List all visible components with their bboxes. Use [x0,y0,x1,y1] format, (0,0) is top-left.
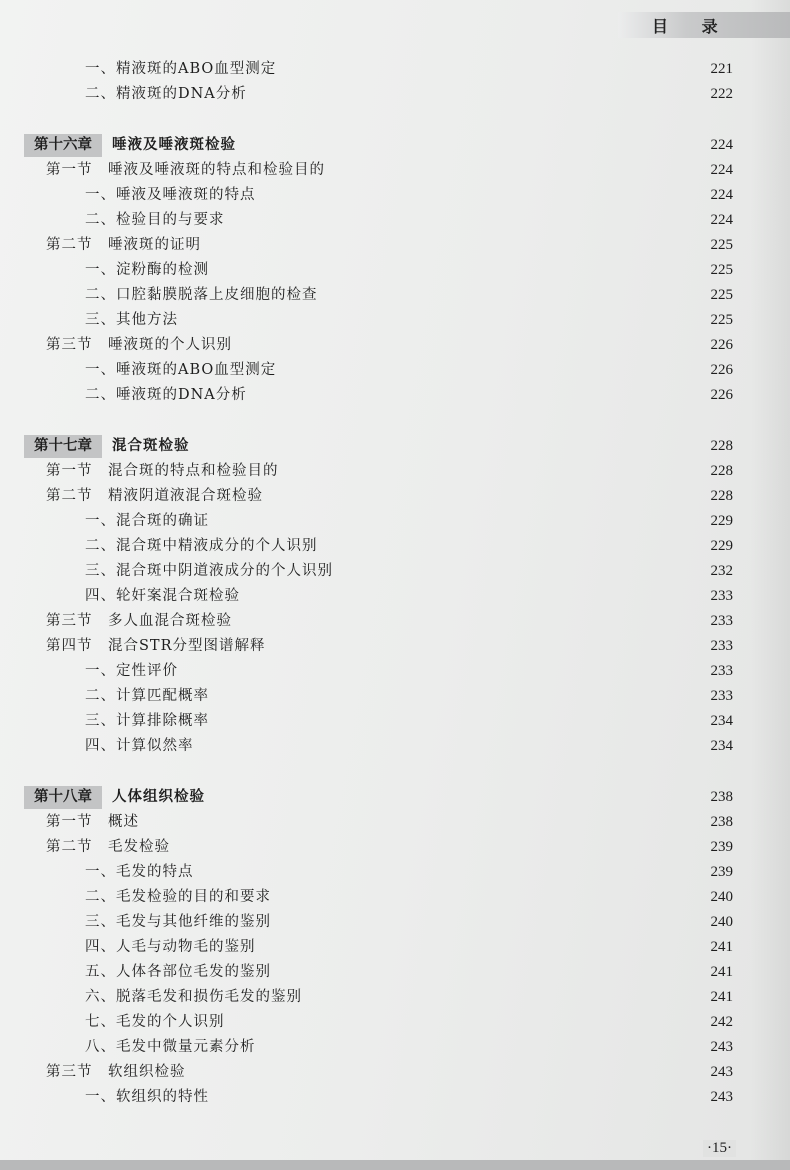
toc-chapter-row[interactable] [0,785,790,810]
toc-page-number: 225 [710,312,733,328]
leader-dots [207,233,693,258]
chapter-number-tag: 第十七章 [24,435,102,458]
toc-entry-title: 四、计算似然率 [85,738,194,754]
toc-entry-title: 二、计算匹配概率 [85,688,209,704]
leader-dots [176,835,693,860]
toc-chapter-row[interactable] [0,133,790,158]
leader-dots [262,1035,693,1060]
toc-entry-title: 四、人毛与动物毛的鉴别 [85,939,256,955]
toc-page-number: 240 [710,889,733,905]
leader-dots [277,910,693,935]
toc-page-number: 225 [710,262,733,278]
toc-page-number: 239 [710,839,733,855]
toc-entry-title: 第二节 唾液斑的证明 [46,237,201,253]
leader-dots [277,960,693,985]
leader-dots [200,734,693,759]
leader-dots [277,885,693,910]
toc-entry-title: 二、口腔黏膜脱落上皮细胞的检查 [85,287,318,303]
toc-item-row[interactable] [0,183,790,208]
leader-dots [331,158,693,183]
chapter-number-tag: 第十六章 [24,134,102,157]
toc-item-row[interactable] [0,559,790,584]
toc-page-number: 242 [710,1014,733,1030]
toc-item-row[interactable] [0,1010,790,1035]
toc-entry-title: 三、毛发与其他纤维的鉴别 [85,914,271,930]
toc-entry-title: 一、软组织的特性 [85,1089,209,1105]
toc-page-number: 233 [710,613,733,629]
toc-section-row[interactable] [0,609,790,634]
leader-dots [184,308,693,333]
page-number: ·15· [703,1140,736,1157]
toc-item-row[interactable] [0,383,790,408]
toc-item-row[interactable] [0,534,790,559]
toc-entry-title: 二、毛发检验的目的和要求 [85,889,271,905]
toc-item-row[interactable] [0,709,790,734]
toc-entry-title: 六、脱落毛发和损伤毛发的鉴别 [85,989,302,1005]
toc-entry-title: 五、人体各部位毛发的鉴别 [85,964,271,980]
leader-dots [242,133,693,158]
leader-dots [272,634,693,659]
toc-entry-title: 七、毛发的个人识别 [85,1014,225,1030]
leader-dots [262,935,693,960]
leader-dots [262,183,693,208]
toc-entry-title: 第一节 概述 [46,814,139,830]
toc-page-number: 226 [710,362,733,378]
toc-page-number: 239 [710,864,733,880]
toc-entry-title: 第三节 多人血混合斑检验 [46,613,232,629]
toc-item-row[interactable] [0,308,790,333]
toc-entry-title: 二、混合斑中精液成分的个人识别 [85,538,318,554]
leader-dots [282,358,693,383]
leader-dots [238,609,693,634]
toc-page-number: 224 [710,162,733,178]
toc-item-row[interactable] [0,358,790,383]
toc-section-row[interactable] [0,158,790,183]
toc-page-number: 234 [710,713,733,729]
toc-page-number: 224 [710,137,733,153]
toc-entry-title: 一、淀粉酶的检测 [85,262,209,278]
toc-entry-title: 三、其他方法 [85,312,178,328]
toc-section-row[interactable] [0,810,790,835]
toc-page-number: 233 [710,663,733,679]
toc-section-row[interactable] [0,459,790,484]
toc-item-row[interactable] [0,910,790,935]
toc-entry-title: 第一节 唾液及唾液斑的特点和检验目的 [46,162,325,178]
toc-section-row[interactable] [0,835,790,860]
toc-item-row[interactable] [0,860,790,885]
leader-dots [231,208,693,233]
toc-page-number: 228 [710,438,733,454]
toc-page-number: 229 [710,538,733,554]
toc-entry-title: 第一节 混合斑的特点和检验目的 [46,463,279,479]
toc-entry-title: 二、唾液斑的DNA分析 [85,387,247,403]
leader-dots [308,985,693,1010]
toc-page-number: 229 [710,513,733,529]
toc-entry-title: 人体组织检验 [112,789,205,805]
toc-page-number: 238 [710,789,733,805]
toc-item-row[interactable] [0,258,790,283]
chapter-number-tag: 第十八章 [24,786,102,809]
leader-dots [184,659,693,684]
toc-item-row[interactable] [0,659,790,684]
toc-page-number: 225 [710,287,733,303]
toc-item-row[interactable] [0,684,790,709]
toc-section-row[interactable] [0,233,790,258]
leader-dots [231,1010,693,1035]
toc-page-number: 226 [710,337,733,353]
toc-item-row[interactable] [0,935,790,960]
toc-entry-title: 第二节 毛发检验 [46,839,170,855]
leader-dots [200,860,693,885]
toc-entry-title: 一、毛发的特点 [85,864,194,880]
toc-page-number: 226 [710,387,733,403]
leader-dots [192,1060,693,1085]
leader-dots [324,283,693,308]
toc-entry-title: 三、混合斑中阴道液成分的个人识别 [85,563,333,579]
toc-entry-title: 二、检验目的与要求 [85,212,225,228]
toc-page-number: 238 [710,814,733,830]
toc-page-number: 243 [710,1039,733,1055]
leader-dots [253,383,693,408]
toc-item-row[interactable] [0,584,790,609]
leader-dots [215,509,693,534]
toc-page-number: 228 [710,463,733,479]
toc-page-number: 243 [710,1089,733,1105]
toc-page-number: 222 [710,86,733,102]
leader-dots [253,82,693,107]
leader-dots [339,559,693,584]
leader-dots [196,434,693,459]
toc-entry-title: 一、唾液及唾液斑的特点 [85,187,256,203]
toc-item-row[interactable] [0,1085,790,1110]
toc-entry-title: 一、唾液斑的ABO血型测定 [85,362,277,378]
toc-entry-title: 二、精液斑的DNA分析 [85,86,247,102]
leader-dots [215,684,693,709]
leader-dots [215,258,693,283]
leader-dots [211,785,693,810]
leader-dots [215,709,693,734]
toc-page-number: 225 [710,237,733,253]
leader-dots [238,333,693,358]
toc-item-row[interactable] [0,82,790,107]
leader-dots [282,57,693,82]
toc-page-number: 241 [710,964,733,980]
toc-page-number: 224 [710,212,733,228]
toc-page-number: 241 [710,939,733,955]
toc-chapter-row[interactable] [0,434,790,459]
toc-item-row[interactable] [0,885,790,910]
toc-page-number: 233 [710,688,733,704]
toc-entry-title: 一、精液斑的ABO血型测定 [85,61,277,77]
toc-page-number: 232 [710,563,733,579]
toc-entry-title: 第四节 混合STR分型图谱解释 [46,638,266,654]
leader-dots [269,484,693,509]
leader-dots [324,534,693,559]
toc-section-row[interactable] [0,333,790,358]
toc-item-row[interactable] [0,1035,790,1060]
leader-dots [145,810,693,835]
toc-page-number: 234 [710,738,733,754]
toc-entry-title: 一、定性评价 [85,663,178,679]
toc-item-row[interactable] [0,985,790,1010]
toc-page-number: 241 [710,989,733,1005]
toc-page-number: 224 [710,187,733,203]
leader-dots [246,584,693,609]
toc-entry-title: 八、毛发中微量元素分析 [85,1039,256,1055]
page-header-title: 目 录 [652,17,732,36]
toc-page-number: 233 [710,638,733,654]
toc-entry-title: 唾液及唾液斑检验 [112,137,236,153]
leader-dots [215,1085,693,1110]
toc-page-number: 221 [710,61,733,77]
toc-page-number: 240 [710,914,733,930]
toc-page-number: 228 [710,488,733,504]
toc-item-row[interactable] [0,734,790,759]
toc-item-row[interactable] [0,57,790,82]
toc-section-row[interactable] [0,484,790,509]
toc-item-row[interactable] [0,960,790,985]
toc-item-row[interactable] [0,208,790,233]
toc-entry-title: 四、轮奸案混合斑检验 [85,588,240,604]
toc-section-row[interactable] [0,1060,790,1085]
toc-page-number: 243 [710,1064,733,1080]
toc-entry-title: 第三节 唾液斑的个人识别 [46,337,232,353]
page-bottom-edge [0,1160,790,1170]
toc-entry-title: 第三节 软组织检验 [46,1064,186,1080]
toc-page-number: 233 [710,588,733,604]
toc-entry-title: 混合斑检验 [112,438,190,454]
toc-entry-title: 第二节 精液阴道液混合斑检验 [46,488,263,504]
toc-entry-title: 一、混合斑的确证 [85,513,209,529]
leader-dots [285,459,693,484]
toc-item-row[interactable] [0,283,790,308]
toc-item-row[interactable] [0,509,790,534]
toc-section-row[interactable] [0,634,790,659]
toc-entry-title: 三、计算排除概率 [85,713,209,729]
